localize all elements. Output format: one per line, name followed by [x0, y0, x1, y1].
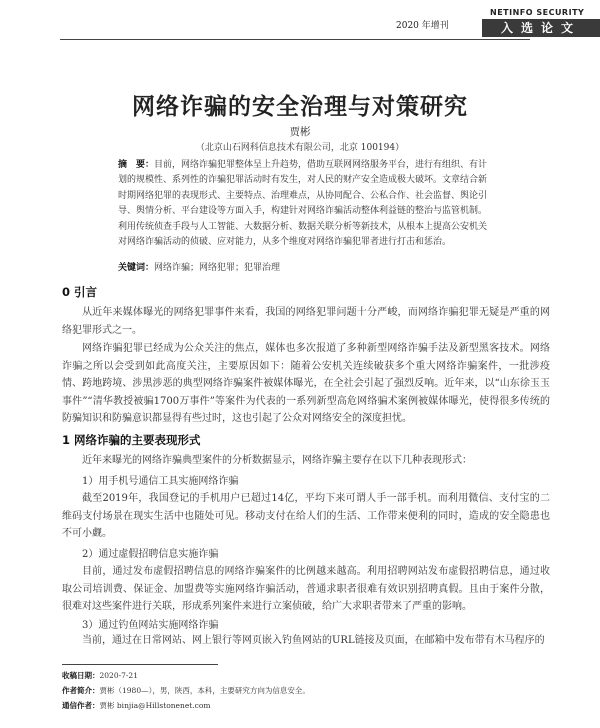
affiliation: （北京山石网科信息技术有限公司，北京 100194）: [195, 143, 405, 153]
received-date: 2020-7-21: [99, 671, 138, 680]
section-heading-forms: 1 网络诈骗的主要表现形式: [62, 433, 201, 447]
section-heading-intro: 0 引言: [62, 285, 98, 299]
subheading-2: 2）通过虚假招聘信息实施诈骗: [82, 549, 219, 560]
abstract: [118, 158, 490, 250]
forms-paragraph-3: 目前，通过发布虚假招聘信息的网络诈骗案件的比例越来越高。利用招聘网站发布虚假招聘信息，通过收取公司培训费、保证金、加盟费等实施网络诈骗活动，普通求职者很难有效识别招聘真假。且由于案件分散，很难对这些案件进行关联，形成系列案件来进行立案侦破，给广大求职者带来了严重的影响。: [62, 566, 550, 613]
paper-title: 网络诈骗的安全治理与对策研究: [132, 94, 468, 120]
footnote-received: [62, 670, 138, 681]
journal-name: NETINFO SECURITY: [490, 8, 585, 17]
section-badge: 入选论文: [482, 19, 600, 37]
abstract-text: 目前，网络诈骗犯罪整体呈上升趋势，借助互联网网络服务平台，进行有组织、有计划的规模性、系列性的诈骗犯罪活动时有发生，对人民的财产安全造成极大破坏。文章结合新时期网络犯罪的表现形式、主要特点、治理难点，从协同配合、公私合作、社会监督、舆论引导、舆情分析、平台建设等方面入手，构建针对网络诈骗活动整体利益链的整治与监管机制。利用传统侦查手段与人工智能、大数据分析、数据关联分析等新技术，从根本上提高公安机关对网络诈骗活动的侦破、应对能力，从多个维度对网络诈骗犯罪者进行打击和惩治。: [118, 160, 488, 248]
abstract-label: 摘 要：: [118, 160, 155, 170]
footnote-bio: [62, 685, 310, 696]
keywords: [118, 260, 490, 273]
subheading-1: 1）用手机号通信工具实施网络诈骗: [82, 476, 239, 487]
intro-paragraph-1: 从近年来媒体曝光的网络犯罪事件来看，我国的网络犯罪问题十分严峻，而网络诈骗犯罪无疑是严重的网络犯罪形式之一。: [62, 307, 550, 336]
bio-label: 作者简介：: [62, 686, 100, 695]
keywords-text: 网络诈骗；网络犯罪；犯罪治理: [154, 263, 281, 273]
footnote-rule: [62, 664, 218, 665]
forms-paragraph-2: 截至2019年，我国登记的手机用户已超过14亿，平均下来可谓人手一部手机。而利用微信、支付宝的二维码支付场景在现实生活中也随处可见。移动支付在给人们的生活、工作带来便利的同时，造成的安全隐患也不可小觑。: [62, 493, 550, 540]
forms-paragraph-1: 近年来曝光的网络诈骗典型案件的分析数据显示，网络诈骗主要存在以下几种表现形式：: [82, 455, 472, 466]
author-name: 贾彬: [289, 126, 311, 138]
bio-text: 贾彬（1980—），男，陕西，本科，主要研究方向为信息安全。: [99, 686, 310, 695]
contact-label: 通信作者：: [62, 701, 100, 710]
contact-text: 贾彬 binjia@Hillstonenet.com: [99, 701, 211, 710]
keywords-label: 关键词：: [118, 263, 155, 273]
header-rule: [60, 39, 530, 40]
forms-paragraph-4: 当前，通过在日常网站、网上银行等网页嵌入钓鱼网站的URL链接及页面，在邮箱中发布带有木马程序的: [82, 635, 545, 646]
subheading-3: 3）通过钓鱼网站实施网络诈骗: [82, 620, 219, 631]
footnote-contact: [62, 700, 211, 711]
intro-paragraph-2: 网络诈骗犯罪已经成为公众关注的焦点，媒体也多次报道了多种新型网络诈骗手法及新型黑客技术。网络诈骗之所以会受到如此高度关注，主要原因如下：随着公安机关连续破获多个重大网络诈骗案件，一批涉疫情、跨地跨境、涉黑涉恶的典型网络诈骗案件被媒体曝光，在全社会引起了强烈反响。近年来，以“山东徐玉玉事件”“清华教授被骗1700万事件”等案件为代表的一系列新型高危网络骗术案例被媒体曝光，使得很多传统的防骗知识和防骗意识都显得有些过时，这也引起了公众对网络安全的深度担忧。: [62, 343, 550, 425]
received-label: 收稿日期：: [62, 671, 100, 680]
issue-label: 2020 年增刊: [396, 21, 449, 31]
